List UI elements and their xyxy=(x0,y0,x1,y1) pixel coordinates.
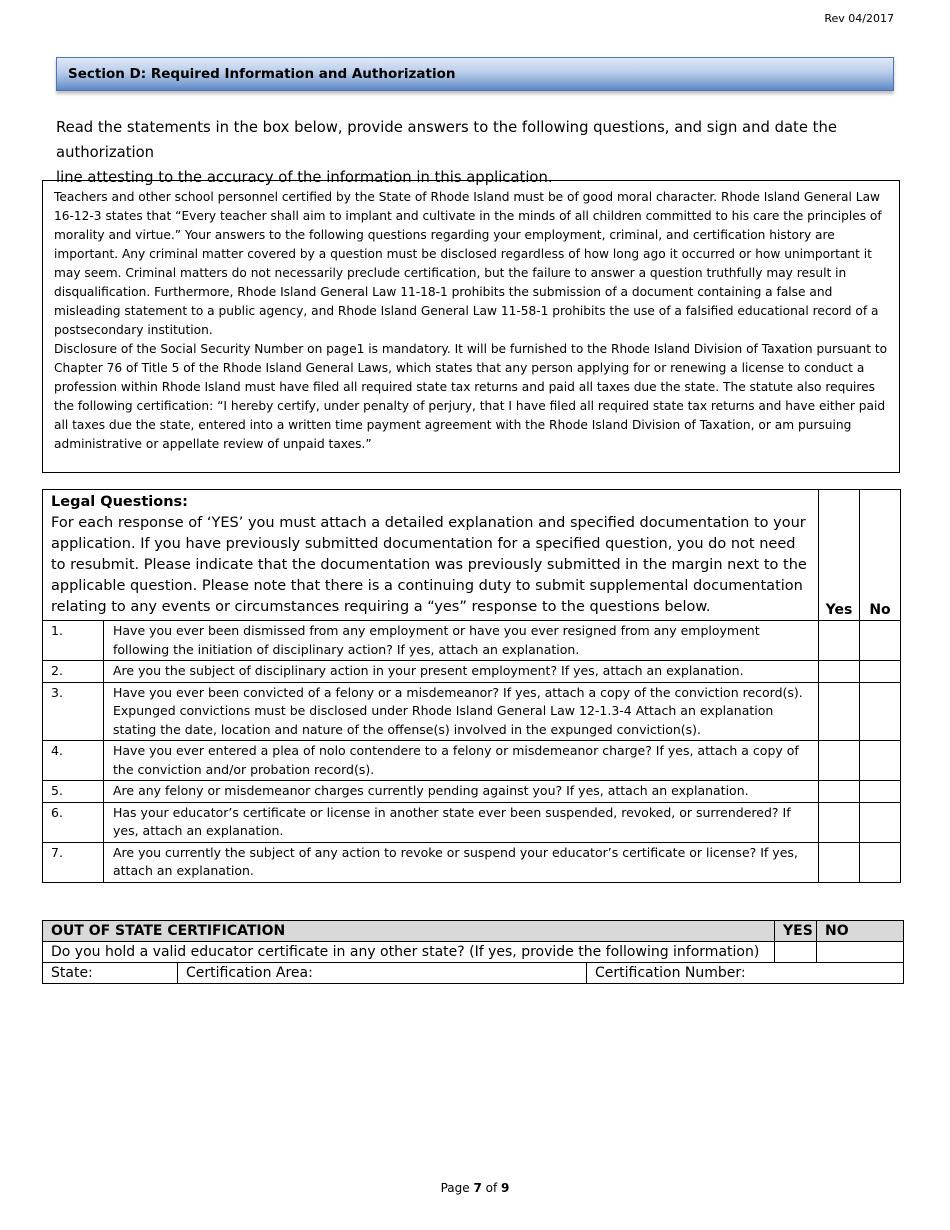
question-text: Have you ever been dismissed from any employment or have you ever resigned from any employment following the initiation of disciplinary action? If yes, attach an explanation. xyxy=(104,621,819,661)
page-middle: of xyxy=(481,1181,502,1195)
question-number: 5. xyxy=(43,781,104,803)
question-4-no-box[interactable] xyxy=(860,741,901,781)
revision-date: Rev 04/2017 xyxy=(824,12,894,25)
question-1-yes-box[interactable] xyxy=(819,621,860,661)
legal-header xyxy=(43,490,819,621)
question-row xyxy=(43,661,901,683)
question-7-yes-box[interactable] xyxy=(819,842,860,882)
question-number: 2. xyxy=(43,661,104,683)
certification-area-label: Certification Area: xyxy=(186,965,313,981)
oos-question-row xyxy=(43,942,904,963)
question-7-no-box[interactable] xyxy=(860,842,901,882)
question-5-no-box[interactable] xyxy=(860,781,901,803)
question-row xyxy=(43,621,901,661)
question-number: 6. xyxy=(43,802,104,842)
question-3-yes-box[interactable] xyxy=(819,682,860,741)
question-row xyxy=(43,682,901,741)
page-prefix: Page xyxy=(440,1181,474,1195)
state-field[interactable] xyxy=(43,963,178,984)
certification-number-field[interactable] xyxy=(587,963,904,984)
out-of-state-table xyxy=(42,920,904,984)
state-label: State: xyxy=(51,965,93,981)
question-text: Have you ever entered a plea of nolo contendere to a felony or misdemeanor charge? If yes, attach a copy of the conviction and/or probation record(s). xyxy=(104,741,819,781)
oos-yes-header: YES xyxy=(775,921,817,942)
question-text: Are any felony or misdemeanor charges currently pending against you? If yes, attach an explanation. xyxy=(104,781,819,803)
statement-paragraph-1: Teachers and other school personnel certified by the State of Rhode Island must be of good moral character. Rhode Island General Law 16-12-3 states that “Every teacher shall aim to implant and cultivate in the minds of all children committed to his care the principles of morality and virtue.” Your answers to the following questions regarding your employment, criminal, and certification history are important. Any criminal matter covered by a question must be disclosed regardless of how long ago it occurred or how unimportant it may seem. Criminal matters do not necessarily preclude certification, but the failure to answer a question truthfully may result in disqualification. Furthermore, Rhode Island General Law 11-18-1 prohibits the submission of a document containing a false and misleading statement to a public agency, and Rhode Island General Law 11-58-1 prohibits the use of a falsified educational record of a postsecondary institution. xyxy=(54,190,882,337)
oos-details-row xyxy=(43,963,904,984)
question-text: Are you the subject of disciplinary action in your present employment? If yes, attach an explanation. xyxy=(104,661,819,683)
intro-line-1: Read the statements in the box below, provide answers to the following questions, and sign and date the authorization xyxy=(56,119,837,161)
intro-line-2: line attesting to the accuracy of the information in this application. xyxy=(56,169,553,186)
question-text: Has your educator’s certificate or license in another state ever been suspended, revoked, or surrendered? If yes, attach an explanation. xyxy=(104,802,819,842)
oos-no-box[interactable] xyxy=(817,942,904,963)
page-total: 9 xyxy=(501,1181,510,1195)
question-4-yes-box[interactable] xyxy=(819,741,860,781)
question-2-no-box[interactable] xyxy=(860,661,901,683)
oos-header-row xyxy=(43,921,904,942)
statement-paragraph-2: Disclosure of the Social Security Number on page1 is mandatory. It will be furnished to the Rhode Island Division of Taxation pursuant to Chapter 76 of Title 5 of the Rhode Island General Laws, which states that any person applying for or renewing a license to conduct a profession within Rhode Island must have filed all required state tax returns and paid all taxes due the state. The statute also requires the following certification: “I hereby certify, under penalty of perjury, that I have filed all required state tax returns and have either paid all taxes due the state, entered into a written time payment agreement with the Rhode Island Division of Taxation, or am pursuing administrative or appellate review of unpaid taxes.” xyxy=(54,342,888,451)
question-number: 1. xyxy=(43,621,104,661)
question-row xyxy=(43,802,901,842)
certification-number-label: Certification Number: xyxy=(595,965,746,981)
certification-area-field[interactable] xyxy=(178,963,587,984)
section-title: Section D: Required Information and Authorization xyxy=(68,66,456,82)
question-row xyxy=(43,842,901,882)
question-row xyxy=(43,781,901,803)
oos-yes-box[interactable] xyxy=(775,942,817,963)
question-6-no-box[interactable] xyxy=(860,802,901,842)
question-2-yes-box[interactable] xyxy=(819,661,860,683)
question-6-yes-box[interactable] xyxy=(819,802,860,842)
legal-title: Legal Questions: xyxy=(51,494,188,510)
no-column-header: No xyxy=(860,490,901,621)
intro-text xyxy=(56,115,906,190)
question-number: 3. xyxy=(43,682,104,741)
section-header xyxy=(56,57,894,91)
question-number: 7. xyxy=(43,842,104,882)
oos-title: OUT OF STATE CERTIFICATION xyxy=(43,921,775,942)
question-3-no-box[interactable] xyxy=(860,682,901,741)
question-row xyxy=(43,741,901,781)
page-current: 7 xyxy=(473,1181,482,1195)
legal-header-row xyxy=(43,490,901,621)
question-5-yes-box[interactable] xyxy=(819,781,860,803)
question-text: Have you ever been convicted of a felony or a misdemeanor? If yes, attach a copy of the conviction record(s). Expunged convictions must be disclosed under Rhode Island General Law 12-1.3-4 Attach an explanation stating the date, location and nature of the offense(s) involved in the expunged conviction(s). xyxy=(104,682,819,741)
oos-question: Do you hold a valid educator certificate in any other state? (If yes, provide the following information) xyxy=(43,942,775,963)
statement-box xyxy=(42,180,900,473)
question-1-no-box[interactable] xyxy=(860,621,901,661)
legal-instructions: For each response of ‘YES’ you must attach a detailed explanation and specified documentation to your application. If you have previously submitted documentation for a specified question, you do not need to resubmit. Please indicate that the documentation was previously submitted in the margin next to the applicable question. Please note that there is a continuing duty to submit supplemental documentation relating to any events or circumstances requiring a “yes” response to the questions below. xyxy=(51,515,807,615)
legal-questions-table xyxy=(42,489,901,883)
yes-column-header: Yes xyxy=(819,490,860,621)
page-footer xyxy=(0,1181,950,1195)
question-text: Are you currently the subject of any action to revoke or suspend your educator’s certificate or license? If yes, attach an explanation. xyxy=(104,842,819,882)
question-number: 4. xyxy=(43,741,104,781)
oos-no-header: NO xyxy=(817,921,904,942)
